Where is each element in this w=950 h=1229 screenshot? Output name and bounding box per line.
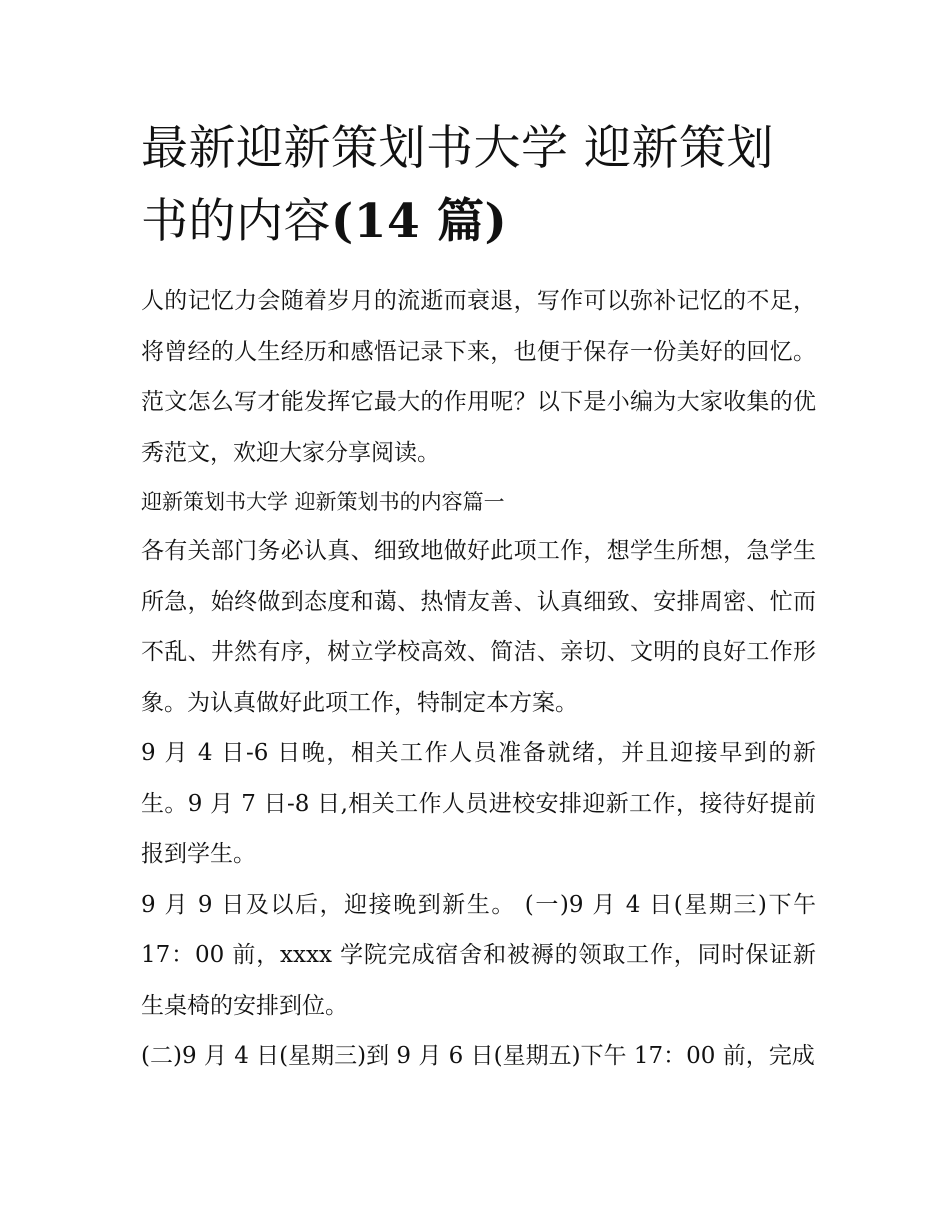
intro-paragraph: 人的记忆力会随着岁月的流逝而衰退，写作可以弥补记忆的不足，将曾经的人生经历和感悟记录下来，也便于保存一份美好的回忆。范文怎么写才能发挥它最大的作用呢？以下是小编为大家收集的优秀范文，欢迎大家分享阅读。: [141, 288, 816, 466]
document-page: [141, 112, 816, 1082]
document-title: [141, 112, 816, 258]
body-paragraph-2: 9 月 4 日-6 日晚，相关工作人员准备就绪，并且迎接早到的新生。9 月 7 日-8 日,相关工作人员进校安排迎新工作，接待好提前报到学生。: [141, 740, 816, 867]
title-count: (14 篇): [331, 194, 508, 249]
body-paragraph-3: 9 月 9 日及以后，迎接晚到新生。 (一)9 月 4 日(星期三)下午 17：00 前，xxxx 学院完成宿舍和被褥的领取工作，同时保证新生桌椅的安排到位。: [141, 891, 816, 1019]
section-heading: 迎新策划书大学 迎新策划书的内容篇一: [141, 490, 505, 514]
title-text: 最新迎新策划书大学 迎新策划书的内容: [141, 121, 774, 249]
body-paragraph-1: 各有关部门务必认真、细致地做好此项工作，想学生所想，急学生所急，始终做到态度和蔼、热情友善、认真细致、安排周密、忙而不乱、井然有序，树立学校高效、简洁、亲切、文明的良好工作形象。为认真做好此项工作，特制定本方案。: [141, 538, 816, 716]
body-paragraph-4: (二)9 月 4 日(星期三)到 9 月 6 日(星期五)下午 17：00 前，完成: [141, 1043, 815, 1069]
